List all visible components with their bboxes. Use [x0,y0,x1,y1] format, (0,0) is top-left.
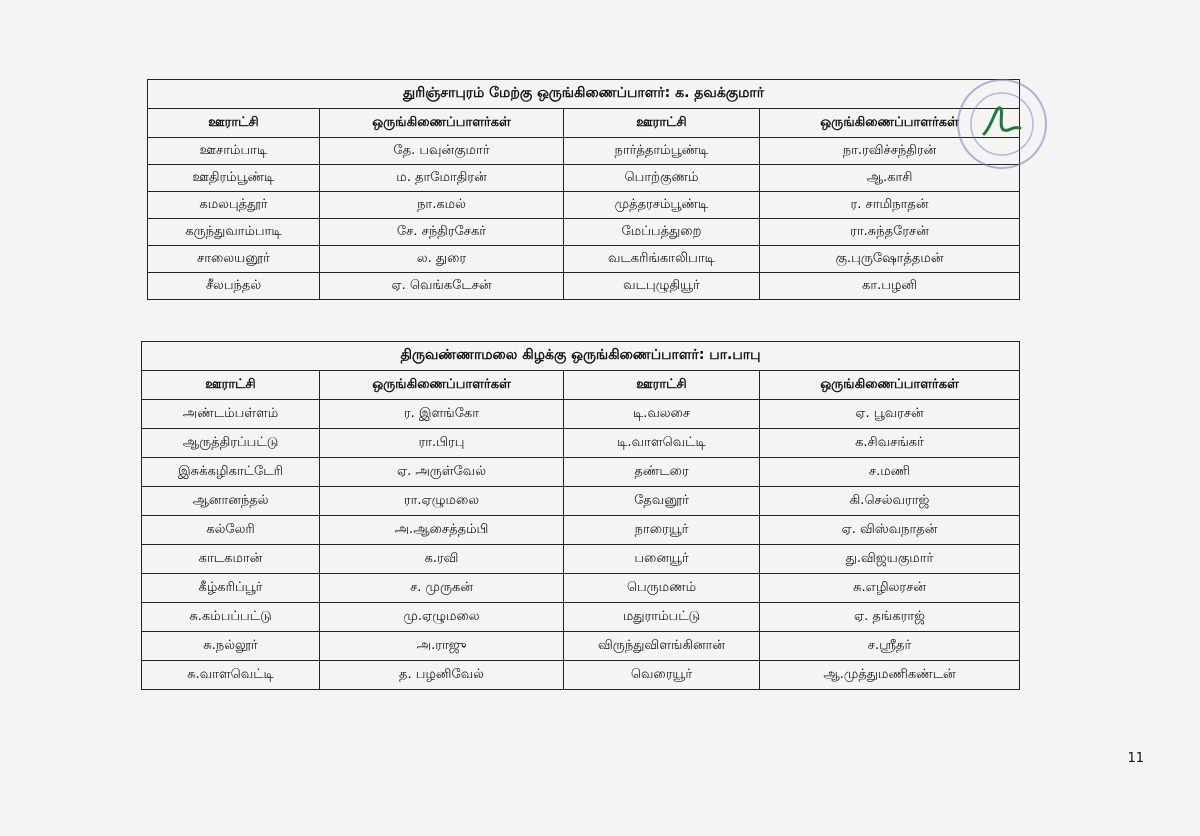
panchayat-cell: வடகரிங்காலிபாடி [564,246,760,273]
panchayat-cell: டி.வாளவெட்டி [564,429,760,458]
panchayat-cell: அண்டம்பள்ளம் [142,400,320,429]
table-row [148,246,1020,273]
coordinator-cell: ரா.பிரபு [320,429,564,458]
panchayat-cell: முத்தரசம்பூண்டி [564,192,760,219]
table-row [148,219,1020,246]
coordinator-cell: ச.மணி [760,458,1020,487]
panchayat-cell: தேவனூர் [564,487,760,516]
table-row [148,165,1020,192]
coordinator-cell: அ.ராஜு [320,632,564,661]
panchayat-cell: டி.வலசை [564,400,760,429]
coordinator-cell: ரா.ஏழுமலை [320,487,564,516]
panchayat-cell: ஊதிரம்பூண்டி [148,165,320,192]
column-header-coordinators: ஒருங்கிணைப்பாளர்கள் [320,109,564,138]
table-row [148,192,1020,219]
coordinator-cell: ரா.சுந்தரேசன் [760,219,1020,246]
table-title: துரிஞ்சாபுரம் மேற்கு ஒருங்கிணைப்பாளர்: க. தவக்குமார் [148,80,1020,109]
table-row [142,545,1020,574]
table-row [142,603,1020,632]
coordinator-cell: மு.ஏழுமலை [320,603,564,632]
table-row [142,487,1020,516]
panchayat-cell: மேப்பத்துறை [564,219,760,246]
panchayat-cell: விருந்துவிளங்கினான் [564,632,760,661]
panchayat-cell: வெரையூர் [564,661,760,690]
panchayat-cell: கமலபுத்தூர் [148,192,320,219]
table-header-row [148,109,1020,138]
panchayat-cell: நார்த்தாம்பூண்டி [564,138,760,165]
panchayat-cell: இசுக்கழிகாட்டேரி [142,458,320,487]
coordinator-cell: க.சிவசங்கர் [760,429,1020,458]
coordinator-cell: ம. தாமோதிரன் [320,165,564,192]
coordinator-cell: ஏ. வெங்கடேசன் [320,273,564,300]
table-title-row [148,80,1020,109]
panchayat-cell: கருந்துவாம்பாடி [148,219,320,246]
coordinator-table-tiruvannamalai-east [141,341,1020,690]
panchayat-cell: சு.கம்பப்பட்டு [142,603,320,632]
column-header-panchayat: ஊராட்சி [142,371,320,400]
coordinator-cell: தே. பவுன்குமார் [320,138,564,165]
column-header-coordinators: ஒருங்கிணைப்பாளர்கள் [320,371,564,400]
coordinator-cell: நா.ரவிச்சந்திரன் [760,138,1020,165]
table-row [142,458,1020,487]
coordinator-cell: ல. துரை [320,246,564,273]
coordinator-cell: ஏ. விஸ்வநாதன் [760,516,1020,545]
official-seal-icon [954,76,1050,172]
panchayat-cell: கீழ்கரிப்பூர் [142,574,320,603]
column-header-panchayat: ஊராட்சி [148,109,320,138]
signature-icon [984,108,1020,134]
table-row [142,632,1020,661]
coordinator-cell: கு.புருஷோத்தமன் [760,246,1020,273]
coordinator-cell: ஏ. அருள்வேல் [320,458,564,487]
coordinator-cell: நா.கமல் [320,192,564,219]
table-row [142,661,1020,690]
panchayat-cell: நாரையூர் [564,516,760,545]
panchayat-cell: ஆனானந்தல் [142,487,320,516]
coordinator-cell: த. பழனிவேல் [320,661,564,690]
panchayat-cell: சு.நல்லூர் [142,632,320,661]
table-row [148,138,1020,165]
coordinator-table-thurinjapuram-west [147,79,1020,300]
coordinator-cell: கா.பழனி [760,273,1020,300]
table-row [142,400,1020,429]
coordinator-cell: அ.ஆசைத்தம்பி [320,516,564,545]
coordinator-cell: து.விஜயகுமார் [760,545,1020,574]
column-header-panchayat: ஊராட்சி [564,109,760,138]
table-header-row [142,371,1020,400]
column-header-coordinators: ஒருங்கிணைப்பாளர்கள் [760,109,1020,138]
table-row [148,273,1020,300]
panchayat-cell: ஆருத்திரப்பட்டு [142,429,320,458]
panchayat-cell: மதுராம்பட்டு [564,603,760,632]
coordinator-cell: ஆ.காசி [760,165,1020,192]
panchayat-cell: பனையூர் [564,545,760,574]
column-header-coordinators: ஒருங்கிணைப்பாளர்கள் [760,371,1020,400]
coordinator-cell: சு.எழிலரசன் [760,574,1020,603]
coordinator-cell: கி.செல்வராஜ் [760,487,1020,516]
table-title-row [142,342,1020,371]
table-title: திருவண்ணாமலை கிழக்கு ஒருங்கிணைப்பாளர்: பா.பாபு [142,342,1020,371]
coordinator-cell: ஆ.முத்துமணிகண்டன் [760,661,1020,690]
coordinator-cell: க.ரவி [320,545,564,574]
panchayat-cell: வடபுழுதியூர் [564,273,760,300]
column-header-panchayat: ஊராட்சி [564,371,760,400]
page-number: 11 [1127,751,1144,766]
panchayat-cell: சு.வாளவெட்டி [142,661,320,690]
panchayat-cell: ஊசாம்பாடி [148,138,320,165]
table-row [142,516,1020,545]
panchayat-cell: சீலபந்தல் [148,273,320,300]
panchayat-cell: பெருமணம் [564,574,760,603]
coordinator-cell: ச.ஸ்ரீதர் [760,632,1020,661]
coordinator-cell: ஏ. தங்கராஜ் [760,603,1020,632]
panchayat-cell: பொற்குணம் [564,165,760,192]
panchayat-cell: சாலையனூர் [148,246,320,273]
coordinator-cell: ர. இளங்கோ [320,400,564,429]
table-row [142,574,1020,603]
coordinator-cell: ஏ. பூவரசன் [760,400,1020,429]
coordinator-cell: ச. முருகன் [320,574,564,603]
panchayat-cell: தண்டரை [564,458,760,487]
coordinator-cell: சே. சந்திரசேகர் [320,219,564,246]
coordinator-cell: ர. சாமிநாதன் [760,192,1020,219]
panchayat-cell: கல்லேரி [142,516,320,545]
panchayat-cell: காடகமான் [142,545,320,574]
table-row [142,429,1020,458]
